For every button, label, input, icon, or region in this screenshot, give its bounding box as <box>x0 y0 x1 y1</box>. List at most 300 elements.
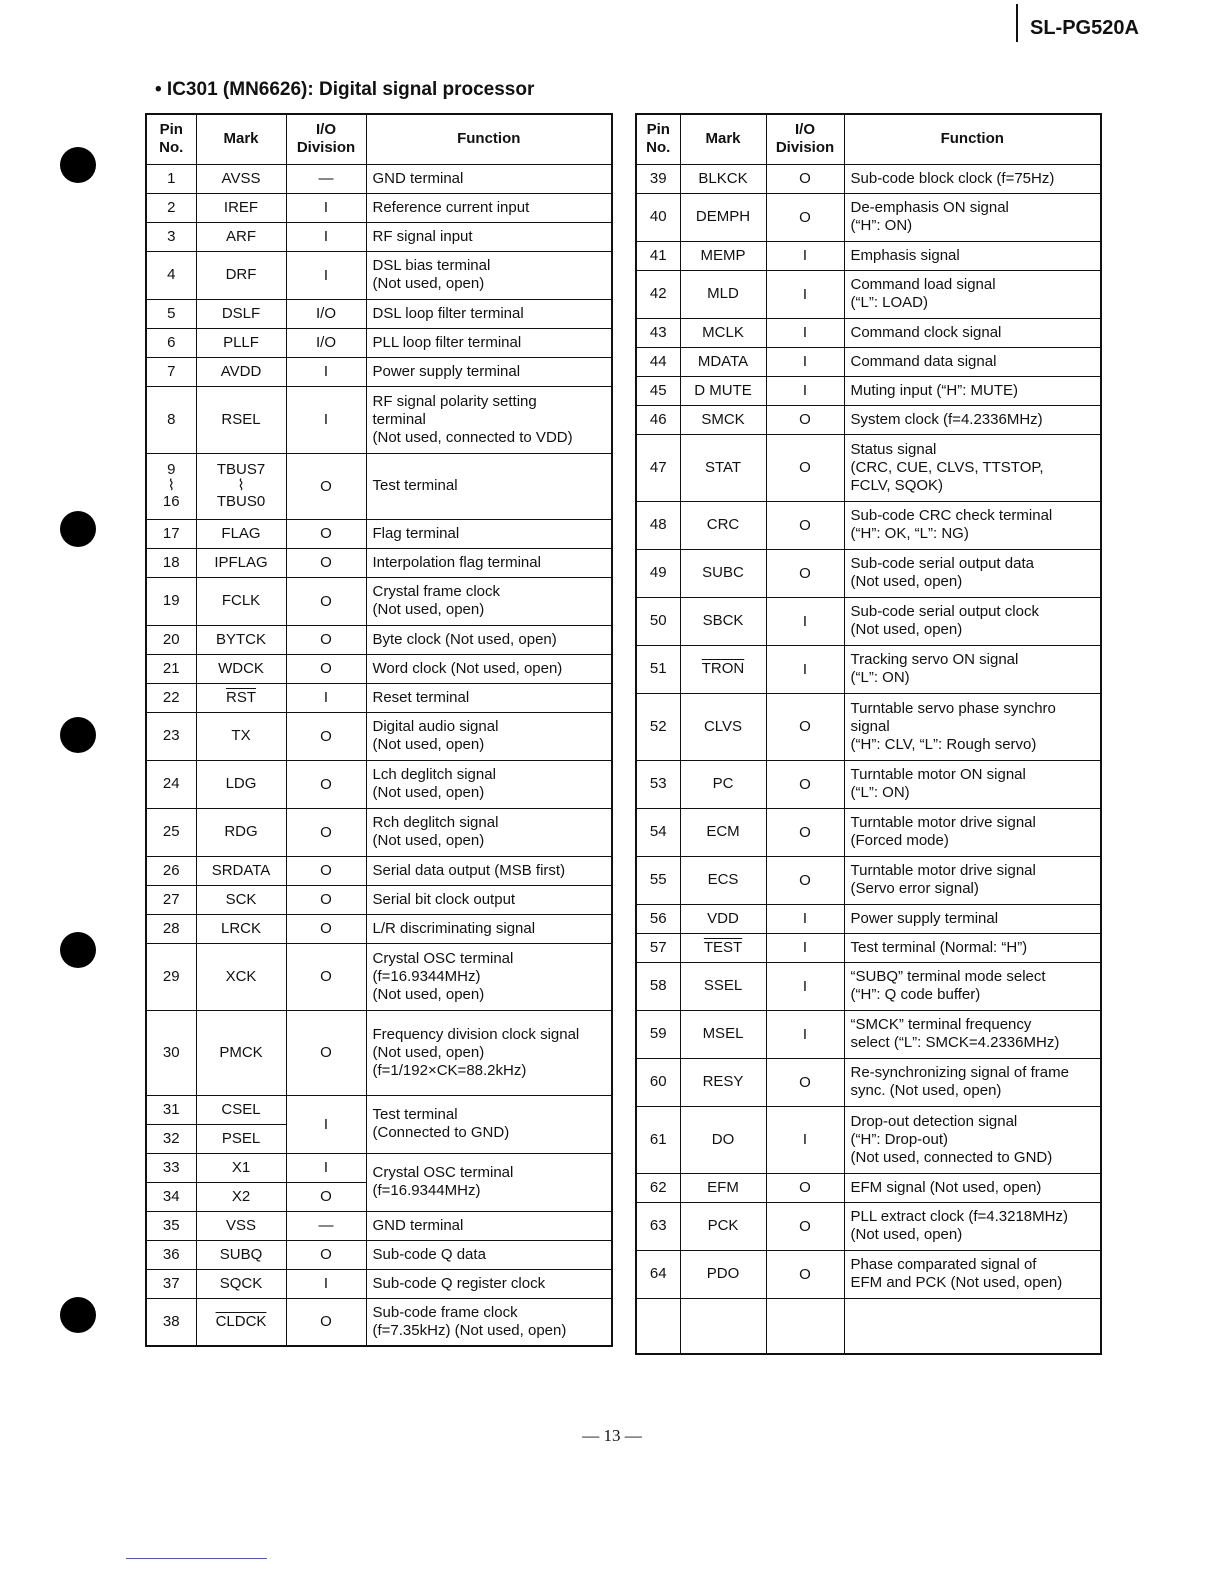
io-division: I <box>766 645 844 693</box>
col-pin: Pin No. <box>146 114 196 164</box>
pin-mark: D MUTE <box>680 376 766 405</box>
pin-mark: SMCK <box>680 405 766 434</box>
pin-mark: DEMPH <box>680 193 766 241</box>
io-division: O <box>286 885 366 914</box>
pin-number: 44 <box>636 347 680 376</box>
io-division: I <box>766 597 844 645</box>
table-row <box>636 933 1101 962</box>
pin-number: 27 <box>146 885 196 914</box>
table-row <box>146 808 612 856</box>
io-division: O <box>766 1202 844 1250</box>
table-row <box>636 1298 1101 1354</box>
pin-function: Digital audio signal (Not used, open) <box>366 712 612 760</box>
pin-mark: $\overline{RST}$ <box>196 683 286 712</box>
pin-number: 4 <box>146 251 196 299</box>
pin-function: Lch deglitch signal (Not used, open) <box>366 760 612 808</box>
table-row <box>636 501 1101 549</box>
table-row <box>146 357 612 386</box>
pin-mark: TEST <box>680 933 766 962</box>
io-division: — <box>286 164 366 193</box>
table-row <box>636 549 1101 597</box>
table-row <box>146 1298 612 1346</box>
pin-mark: CLVS <box>680 693 766 760</box>
io-division: I <box>766 241 844 270</box>
io-division: I <box>766 1106 844 1173</box>
model-number: SL-PG520A <box>1016 4 1139 42</box>
pin-function: Phase comparated signal of EFM and PCK (Not used, open) <box>844 1250 1101 1298</box>
pin-mark: SUBQ <box>196 1240 286 1269</box>
pin-mark: SCK <box>196 885 286 914</box>
table-row <box>146 654 612 683</box>
pin-function: Crystal frame clock (Not used, open) <box>366 577 612 625</box>
table-row <box>636 693 1101 760</box>
pin-number: 19 <box>146 577 196 625</box>
pin-function: DSL loop filter terminal <box>366 299 612 328</box>
pin-function: DSL bias terminal (Not used, open) <box>366 251 612 299</box>
pin-mark: EFM <box>680 1173 766 1202</box>
table-row <box>146 299 612 328</box>
table-row <box>146 1095 612 1124</box>
page-title: • IC301 (MN6626): Digital signal processor <box>155 79 535 100</box>
binding-hole <box>60 932 96 968</box>
pin-mark: SQCK <box>196 1269 286 1298</box>
table-row <box>146 914 612 943</box>
pin-function: Command load signal (“L”: LOAD) <box>844 270 1101 318</box>
pin-number: 8 <box>146 386 196 453</box>
io-division: I/O <box>286 299 366 328</box>
pin-mark: RESY <box>680 1058 766 1106</box>
pin-mark: BYTCK <box>196 625 286 654</box>
io-division: O <box>766 549 844 597</box>
col-mark: Mark <box>680 114 766 164</box>
pin-mark: XCK <box>196 943 286 1010</box>
pin-number: 30 <box>146 1010 196 1095</box>
pin-number: 39 <box>636 164 680 193</box>
pin-number: 42 <box>636 270 680 318</box>
pin-number: 33 <box>146 1153 196 1182</box>
table-row <box>146 1240 612 1269</box>
pin-mark: FCLK <box>196 577 286 625</box>
pin-function: Crystal OSC terminal (f=16.9344MHz) (Not used, open) <box>366 943 612 1010</box>
io-division: I <box>286 683 366 712</box>
io-division: O <box>286 519 366 548</box>
io-division: O <box>286 1240 366 1269</box>
table-row <box>636 808 1101 856</box>
col-io: I/O Division <box>286 114 366 164</box>
table-row <box>636 193 1101 241</box>
pin-mark: X1 <box>196 1153 286 1182</box>
table-row <box>636 270 1101 318</box>
table-row <box>146 193 612 222</box>
pin-function: L/R discriminating signal <box>366 914 612 943</box>
pin-number: 9 ⌇ 16 <box>146 453 196 519</box>
io-division: O <box>766 193 844 241</box>
table-row <box>636 376 1101 405</box>
pin-function: Sub-code Q register clock <box>366 1269 612 1298</box>
table-row <box>146 885 612 914</box>
pin-function: Drop-out detection signal (“H”: Drop-out) (Not used, connected to GND) <box>844 1106 1101 1173</box>
pin-number: 29 <box>146 943 196 1010</box>
io-division: O <box>286 577 366 625</box>
pin-number: 63 <box>636 1202 680 1250</box>
pin-number: 41 <box>636 241 680 270</box>
io-division: I <box>286 386 366 453</box>
col-function: Function <box>844 114 1101 164</box>
pin-mark: SBCK <box>680 597 766 645</box>
io-division: I <box>766 318 844 347</box>
pin-function: Status signal (CRC, CUE, CLVS, TTSTOP, FCLV, SQOK) <box>844 434 1101 501</box>
io-division: O <box>286 712 366 760</box>
io-division: O <box>766 760 844 808</box>
pin-number: 52 <box>636 693 680 760</box>
io-division: O <box>766 693 844 760</box>
io-division: O <box>286 548 366 577</box>
pin-mark: MDATA <box>680 347 766 376</box>
pin-mark: DO <box>680 1106 766 1173</box>
table-row <box>146 943 612 1010</box>
table-row <box>146 222 612 251</box>
pin-mark: BLKCK <box>680 164 766 193</box>
pin-number: 36 <box>146 1240 196 1269</box>
pin-function: Sub-code Q data <box>366 1240 612 1269</box>
pin-function: Turntable servo phase synchro signal (“H”: CLV, “L”: Rough servo) <box>844 693 1101 760</box>
pin-function: RF signal polarity setting terminal (Not used, connected to VDD) <box>366 386 612 453</box>
pin-mark: SUBC <box>680 549 766 597</box>
pin-function: System clock (f=4.2336MHz) <box>844 405 1101 434</box>
table-row <box>146 856 612 885</box>
table-row <box>146 577 612 625</box>
io-division: I <box>766 270 844 318</box>
io-division <box>766 1298 844 1354</box>
pin-function: Power supply terminal <box>366 357 612 386</box>
pin-number: 62 <box>636 1173 680 1202</box>
table-row <box>146 251 612 299</box>
pin-table-left <box>145 113 613 1347</box>
pin-number: 20 <box>146 625 196 654</box>
pin-function: Sub-code CRC check terminal (“H”: OK, “L”: NG) <box>844 501 1101 549</box>
table-row <box>636 405 1101 434</box>
io-division: I <box>286 1153 366 1182</box>
pin-function: Rch deglitch signal (Not used, open) <box>366 808 612 856</box>
pin-mark: DRF <box>196 251 286 299</box>
pin-mark: CSEL <box>196 1095 286 1124</box>
pin-number: 7 <box>146 357 196 386</box>
pin-mark: VDD <box>680 904 766 933</box>
pin-function: GND terminal <box>366 1211 612 1240</box>
pin-function: RF signal input <box>366 222 612 251</box>
io-division: O <box>766 856 844 904</box>
table-row <box>636 1250 1101 1298</box>
pin-function: Sub-code frame clock (f=7.35kHz) (Not used, open) <box>366 1298 612 1346</box>
pin-function: De-emphasis ON signal (“H”: ON) <box>844 193 1101 241</box>
table-row <box>146 519 612 548</box>
pin-function: Sub-code block clock (f=75Hz) <box>844 164 1101 193</box>
binding-hole <box>60 511 96 547</box>
table-row <box>146 328 612 357</box>
pin-mark: DSLF <box>196 299 286 328</box>
pin-number: 6 <box>146 328 196 357</box>
table-row <box>146 1269 612 1298</box>
pin-function: Turntable motor drive signal (Servo error signal) <box>844 856 1101 904</box>
pin-mark: PLLF <box>196 328 286 357</box>
table-row <box>636 318 1101 347</box>
io-division: O <box>286 856 366 885</box>
table-row <box>636 856 1101 904</box>
io-division: I <box>766 376 844 405</box>
pin-function: Crystal OSC terminal (f=16.9344MHz) <box>366 1153 612 1211</box>
pin-number: 35 <box>146 1211 196 1240</box>
io-division: O <box>286 453 366 519</box>
io-division: O <box>286 943 366 1010</box>
pin-function: “SUBQ” terminal mode select (“H”: Q code buffer) <box>844 962 1101 1010</box>
pin-mark: MLD <box>680 270 766 318</box>
io-division: O <box>286 1298 366 1346</box>
pin-mark: ECM <box>680 808 766 856</box>
pin-mark: ECS <box>680 856 766 904</box>
pin-number: 46 <box>636 405 680 434</box>
io-division: O <box>286 1182 366 1211</box>
table-row <box>636 164 1101 193</box>
pin-function: Serial bit clock output <box>366 885 612 914</box>
pin-number: 58 <box>636 962 680 1010</box>
pin-mark: PCK <box>680 1202 766 1250</box>
pin-number: 55 <box>636 856 680 904</box>
pin-function: “SMCK” terminal frequency select (“L”: SMCK=4.2336MHz) <box>844 1010 1101 1058</box>
pin-function: GND terminal <box>366 164 612 193</box>
io-division: O <box>286 808 366 856</box>
binding-hole <box>60 147 96 183</box>
io-division: O <box>766 164 844 193</box>
pin-number: 34 <box>146 1182 196 1211</box>
pin-mark: MEMP <box>680 241 766 270</box>
pin-function: Power supply terminal <box>844 904 1101 933</box>
pin-function: Interpolation flag terminal <box>366 548 612 577</box>
pin-mark: SRDATA <box>196 856 286 885</box>
pin-function: Sub-code serial output clock (Not used, open) <box>844 597 1101 645</box>
pin-function: Test terminal (Connected to GND) <box>366 1095 612 1153</box>
pin-mark: LRCK <box>196 914 286 943</box>
pin-function: PLL loop filter terminal <box>366 328 612 357</box>
io-division: I <box>286 222 366 251</box>
io-division: I <box>766 962 844 1010</box>
table-row <box>636 347 1101 376</box>
table-row <box>636 1173 1101 1202</box>
pin-mark: LDG <box>196 760 286 808</box>
table-row <box>636 1106 1101 1173</box>
pin-function: Re-synchronizing signal of frame sync. (Not used, open) <box>844 1058 1101 1106</box>
pin-number: 28 <box>146 914 196 943</box>
col-mark: Mark <box>196 114 286 164</box>
pin-number: 37 <box>146 1269 196 1298</box>
binding-hole <box>60 1297 96 1333</box>
io-division: O <box>766 405 844 434</box>
io-division: O <box>766 501 844 549</box>
pin-number: 59 <box>636 1010 680 1058</box>
pin-mark: AVDD <box>196 357 286 386</box>
pin-function: PLL extract clock (f=4.3218MHz) (Not used, open) <box>844 1202 1101 1250</box>
table-row <box>146 164 612 193</box>
pin-number: 22 <box>146 683 196 712</box>
io-division: I <box>766 347 844 376</box>
pin-function: Emphasis signal <box>844 241 1101 270</box>
table-row <box>636 760 1101 808</box>
pin-mark: VSS <box>196 1211 286 1240</box>
io-division: O <box>766 808 844 856</box>
pin-mark: STAT <box>680 434 766 501</box>
table-row <box>146 712 612 760</box>
pin-function: Reset terminal <box>366 683 612 712</box>
pin-mark: PC <box>680 760 766 808</box>
pin-number: 53 <box>636 760 680 808</box>
pin-function: Test terminal <box>366 453 612 519</box>
table-row <box>636 434 1101 501</box>
pin-function: EFM signal (Not used, open) <box>844 1173 1101 1202</box>
pin-number: 1 <box>146 164 196 193</box>
pin-function: Command data signal <box>844 347 1101 376</box>
table-row <box>146 683 612 712</box>
io-division: I <box>286 251 366 299</box>
pin-mark: TRON <box>680 645 766 693</box>
table-row <box>146 625 612 654</box>
pin-function: Command clock signal <box>844 318 1101 347</box>
pin-number: 43 <box>636 318 680 347</box>
pin-table-right <box>635 113 1102 1355</box>
pin-number: 56 <box>636 904 680 933</box>
pin-mark: ARF <box>196 222 286 251</box>
pin-function: Test terminal (Normal: “H”) <box>844 933 1101 962</box>
pin-function: Turntable motor drive signal (Forced mode) <box>844 808 1101 856</box>
pin-number: 54 <box>636 808 680 856</box>
io-division: O <box>766 1250 844 1298</box>
pin-number: 60 <box>636 1058 680 1106</box>
io-division: — <box>286 1211 366 1240</box>
pin-number: 45 <box>636 376 680 405</box>
pin-number: 50 <box>636 597 680 645</box>
pin-mark: WDCK <box>196 654 286 683</box>
col-function: Function <box>366 114 612 164</box>
pin-function: Tracking servo ON signal (“L”: ON) <box>844 645 1101 693</box>
pin-number: 18 <box>146 548 196 577</box>
pin-number: 38 <box>146 1298 196 1346</box>
pin-mark: RSEL <box>196 386 286 453</box>
io-division: I <box>286 1095 366 1153</box>
table-row <box>636 1010 1101 1058</box>
io-division: O <box>766 434 844 501</box>
pin-function: Word clock (Not used, open) <box>366 654 612 683</box>
pin-number: 47 <box>636 434 680 501</box>
table-row <box>146 1153 612 1182</box>
pin-number: 21 <box>146 654 196 683</box>
pin-mark: FLAG <box>196 519 286 548</box>
table-row <box>636 597 1101 645</box>
io-division: I/O <box>286 328 366 357</box>
pin-number: 64 <box>636 1250 680 1298</box>
io-division: O <box>286 914 366 943</box>
table-row <box>636 241 1101 270</box>
table-row <box>636 1058 1101 1106</box>
pin-mark: TX <box>196 712 286 760</box>
divider <box>126 1558 267 1559</box>
pin-mark: AVSS <box>196 164 286 193</box>
pin-function: Byte clock (Not used, open) <box>366 625 612 654</box>
pin-number: 40 <box>636 193 680 241</box>
io-division: O <box>286 654 366 683</box>
table-row <box>146 1010 612 1095</box>
pin-function: Turntable motor ON signal (“L”: ON) <box>844 760 1101 808</box>
pin-mark <box>680 1298 766 1354</box>
pin-mark: CLDCK <box>196 1298 286 1346</box>
pin-mark: IPFLAG <box>196 548 286 577</box>
pin-function <box>844 1298 1101 1354</box>
pin-function: Reference current input <box>366 193 612 222</box>
pin-mark: TBUS7 ⌇ TBUS0 <box>196 453 286 519</box>
pin-mark: MSEL <box>680 1010 766 1058</box>
table-row <box>146 760 612 808</box>
table-row <box>146 1211 612 1240</box>
io-division: I <box>286 1269 366 1298</box>
col-pin: Pin No. <box>636 114 680 164</box>
io-division: O <box>286 625 366 654</box>
io-division: I <box>286 357 366 386</box>
pin-number: 48 <box>636 501 680 549</box>
table-row <box>636 645 1101 693</box>
pin-number: 3 <box>146 222 196 251</box>
pin-number: 26 <box>146 856 196 885</box>
binding-hole <box>60 717 96 753</box>
pin-mark: PDO <box>680 1250 766 1298</box>
table-row <box>146 548 612 577</box>
pin-number: 24 <box>146 760 196 808</box>
pin-number: 25 <box>146 808 196 856</box>
pin-mark: CRC <box>680 501 766 549</box>
pin-number: 2 <box>146 193 196 222</box>
pin-number: 5 <box>146 299 196 328</box>
io-division: O <box>766 1173 844 1202</box>
io-division: I <box>286 193 366 222</box>
io-division: I <box>766 904 844 933</box>
pin-mark: PMCK <box>196 1010 286 1095</box>
pin-mark: IREF <box>196 193 286 222</box>
pin-number: 57 <box>636 933 680 962</box>
pin-mark: X2 <box>196 1182 286 1211</box>
pin-mark: MCLK <box>680 318 766 347</box>
page-number: — 13 — <box>582 1426 642 1445</box>
pin-number: 23 <box>146 712 196 760</box>
pin-number: 31 <box>146 1095 196 1124</box>
col-io: I/O Division <box>766 114 844 164</box>
pin-function: Muting input (“H”: MUTE) <box>844 376 1101 405</box>
pin-number: 51 <box>636 645 680 693</box>
pin-mark: SSEL <box>680 962 766 1010</box>
io-division: O <box>286 760 366 808</box>
pin-function: Sub-code serial output data (Not used, open) <box>844 549 1101 597</box>
io-division: O <box>286 1010 366 1095</box>
pin-mark: PSEL <box>196 1124 286 1153</box>
pin-function: Serial data output (MSB first) <box>366 856 612 885</box>
pin-mark: RDG <box>196 808 286 856</box>
pin-number <box>636 1298 680 1354</box>
pin-number: 61 <box>636 1106 680 1173</box>
io-division: O <box>766 1058 844 1106</box>
pin-number: 32 <box>146 1124 196 1153</box>
pin-function: Frequency division clock signal (Not used, open) (f=1/192×CK=88.2kHz) <box>366 1010 612 1095</box>
pin-function: Flag terminal <box>366 519 612 548</box>
pin-number: 49 <box>636 549 680 597</box>
pin-number: 17 <box>146 519 196 548</box>
table-row <box>636 904 1101 933</box>
table-row <box>636 1202 1101 1250</box>
io-division: I <box>766 933 844 962</box>
